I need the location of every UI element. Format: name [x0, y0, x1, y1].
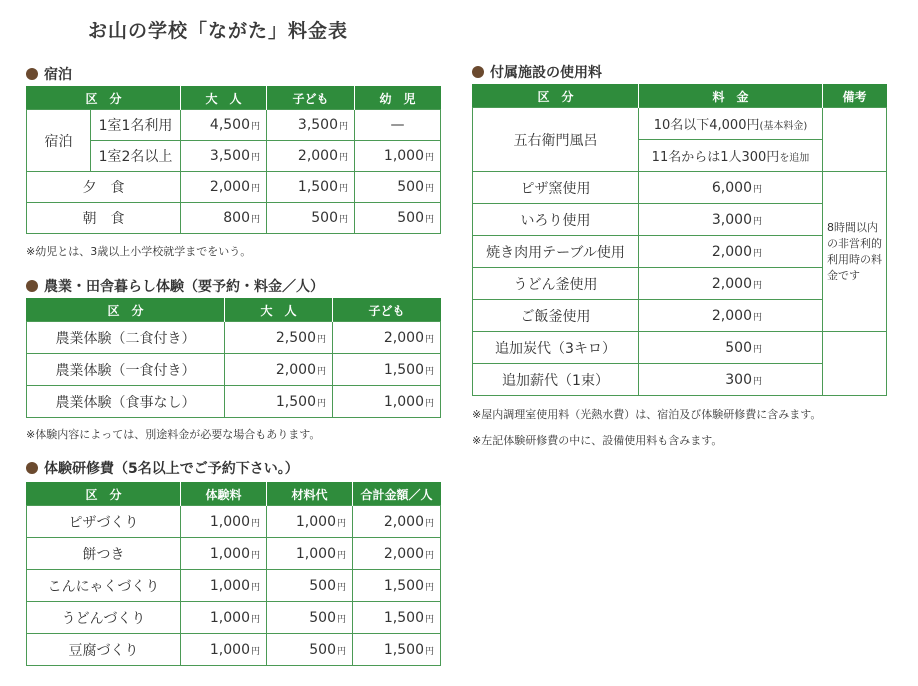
row-label: 追加薪代（1束） — [473, 364, 639, 396]
farm-table — [26, 298, 441, 418]
price-cell: 800円 — [181, 203, 267, 234]
row-label: 焼き肉用テーブル使用 — [473, 236, 639, 268]
price-cell: 2,000円 — [639, 300, 823, 332]
table-row — [27, 634, 441, 666]
lodging-table — [26, 86, 441, 234]
column-header: 材料代 — [267, 483, 353, 506]
farm-note: ※体験内容によっては、別途料金が必要な場合もあります。 — [26, 428, 321, 441]
price-cell: 2,000円 — [181, 172, 267, 203]
row-label: 農業体験（二食付き） — [27, 322, 225, 354]
section-heading-farm — [26, 276, 324, 296]
lodging-note: ※幼児とは、3歳以上小学校就学までをいう。 — [26, 245, 252, 258]
column-header: 区 分 — [27, 87, 181, 110]
bullet-icon — [26, 68, 38, 80]
bullet-icon — [26, 280, 38, 292]
row-label: こんにゃくづくり — [27, 570, 181, 602]
row-group-label: 宿泊 — [27, 110, 91, 172]
row-label: ご飯釜使用 — [473, 300, 639, 332]
price-cell: 1,000円 — [181, 506, 267, 538]
price-cell: 2,000円 — [225, 354, 333, 386]
row-label: 農業体験（食事なし） — [27, 386, 225, 418]
price-cell: 1,000円 — [181, 634, 267, 666]
row-label: ピザ窯使用 — [473, 172, 639, 204]
price-cell: 4,500円 — [181, 110, 267, 141]
bullet-icon — [472, 66, 484, 78]
row-label: 朝 食 — [27, 203, 181, 234]
price-cell: 6,000円 — [639, 172, 823, 204]
price-cell: 2,500円 — [225, 322, 333, 354]
column-header: 体験料 — [181, 483, 267, 506]
table-header-row — [27, 87, 441, 110]
table-header-row — [27, 483, 441, 506]
column-header: 備考 — [823, 85, 887, 108]
section-heading-text: 付属施設の使用料 — [490, 65, 602, 81]
remark-cell-empty — [823, 332, 887, 396]
price-cell: 500円 — [355, 172, 441, 203]
table-row — [27, 570, 441, 602]
price-cell: 1,000円 — [267, 506, 353, 538]
section-heading-text: 宿泊 — [44, 67, 72, 83]
remark-cell: 8時間以内の非営利的利用時の料金です — [823, 172, 887, 332]
column-header: 区 分 — [473, 85, 639, 108]
remark-cell-empty — [823, 108, 887, 172]
price-cell: 2,000円 — [353, 538, 441, 570]
table-row — [27, 386, 441, 418]
table-row — [473, 108, 887, 140]
price-cell: 3,500円 — [267, 110, 355, 141]
price-cell: 2,000円 — [353, 506, 441, 538]
row-label: ピザづくり — [27, 506, 181, 538]
table-header-row — [27, 299, 441, 322]
table-row — [27, 538, 441, 570]
price-cell: 2,000円 — [639, 236, 823, 268]
price-cell: 1,000円 — [355, 141, 441, 172]
price-cell: 1,500円 — [353, 634, 441, 666]
price-cell: 1,000円 — [181, 602, 267, 634]
row-label: 餅つき — [27, 538, 181, 570]
price-cell: 10名以下4,000円(基本料金) — [639, 108, 823, 140]
price-cell: — — [355, 110, 441, 141]
table-row — [27, 354, 441, 386]
column-header: 子ども — [333, 299, 441, 322]
row-label: 1室1名利用 — [91, 110, 181, 141]
section-heading-facility — [472, 62, 602, 82]
training-table — [26, 482, 441, 666]
row-label: 豆腐づくり — [27, 634, 181, 666]
row-label: 農業体験（一食付き） — [27, 354, 225, 386]
price-cell: 1,000円 — [181, 570, 267, 602]
price-cell: 1,500円 — [333, 354, 441, 386]
price-cell: 3,000円 — [639, 204, 823, 236]
price-cell: 500円 — [355, 203, 441, 234]
price-cell: 1,000円 — [267, 538, 353, 570]
column-header: 合計金額／人 — [353, 483, 441, 506]
price-cell: 2,000円 — [267, 141, 355, 172]
table-row — [27, 172, 441, 203]
price-cell: 300円 — [639, 364, 823, 396]
price-cell: 3,500円 — [181, 141, 267, 172]
table-header-row — [473, 85, 887, 108]
section-heading-text: 農業・田舎暮らし体験（要予約・料金／人） — [44, 279, 324, 295]
facility-note-1: ※屋内調理室使用料（光熱水費）は、宿泊及び体験研修費に含みます。 — [472, 408, 822, 421]
price-cell: 2,000円 — [333, 322, 441, 354]
column-header: 料 金 — [639, 85, 823, 108]
price-cell: 500円 — [267, 634, 353, 666]
column-header: 区 分 — [27, 299, 225, 322]
price-cell: 11名からは1人300円を追加 — [639, 140, 823, 172]
bullet-icon — [26, 462, 38, 474]
column-header: 幼 児 — [355, 87, 441, 110]
price-cell: 1,000円 — [333, 386, 441, 418]
row-label: 五右衛門風呂 — [473, 108, 639, 172]
table-row — [27, 203, 441, 234]
price-cell: 500円 — [267, 602, 353, 634]
price-cell: 1,500円 — [353, 602, 441, 634]
section-heading-training — [26, 458, 299, 478]
row-label: 追加炭代（3キロ） — [473, 332, 639, 364]
facility-note-2: ※左記体験研修費の中に、設備使用料も含みます。 — [472, 434, 723, 447]
price-cell: 500円 — [639, 332, 823, 364]
price-cell: 500円 — [267, 570, 353, 602]
table-row — [473, 172, 887, 204]
price-cell: 1,500円 — [225, 386, 333, 418]
price-cell: 500円 — [267, 203, 355, 234]
table-row — [27, 506, 441, 538]
column-header: 大 人 — [181, 87, 267, 110]
price-cell: 1,500円 — [267, 172, 355, 203]
row-label: 夕 食 — [27, 172, 181, 203]
price-cell: 2,000円 — [639, 268, 823, 300]
column-header: 子ども — [267, 87, 355, 110]
section-heading-lodging — [26, 64, 72, 84]
facility-table — [472, 84, 887, 396]
row-label: うどん釜使用 — [473, 268, 639, 300]
column-header: 大 人 — [225, 299, 333, 322]
table-row — [27, 602, 441, 634]
table-row — [27, 322, 441, 354]
section-heading-text: 体験研修費（5名以上でご予約下さい。） — [44, 461, 299, 477]
table-row — [27, 110, 441, 141]
price-cell: 1,500円 — [353, 570, 441, 602]
row-label: いろり使用 — [473, 204, 639, 236]
column-header: 区 分 — [27, 483, 181, 506]
row-label: うどんづくり — [27, 602, 181, 634]
page-title: お山の学校「ながた」料金表 — [88, 20, 349, 42]
row-label: 1室2名以上 — [91, 141, 181, 172]
table-row — [473, 332, 887, 364]
price-cell: 1,000円 — [181, 538, 267, 570]
